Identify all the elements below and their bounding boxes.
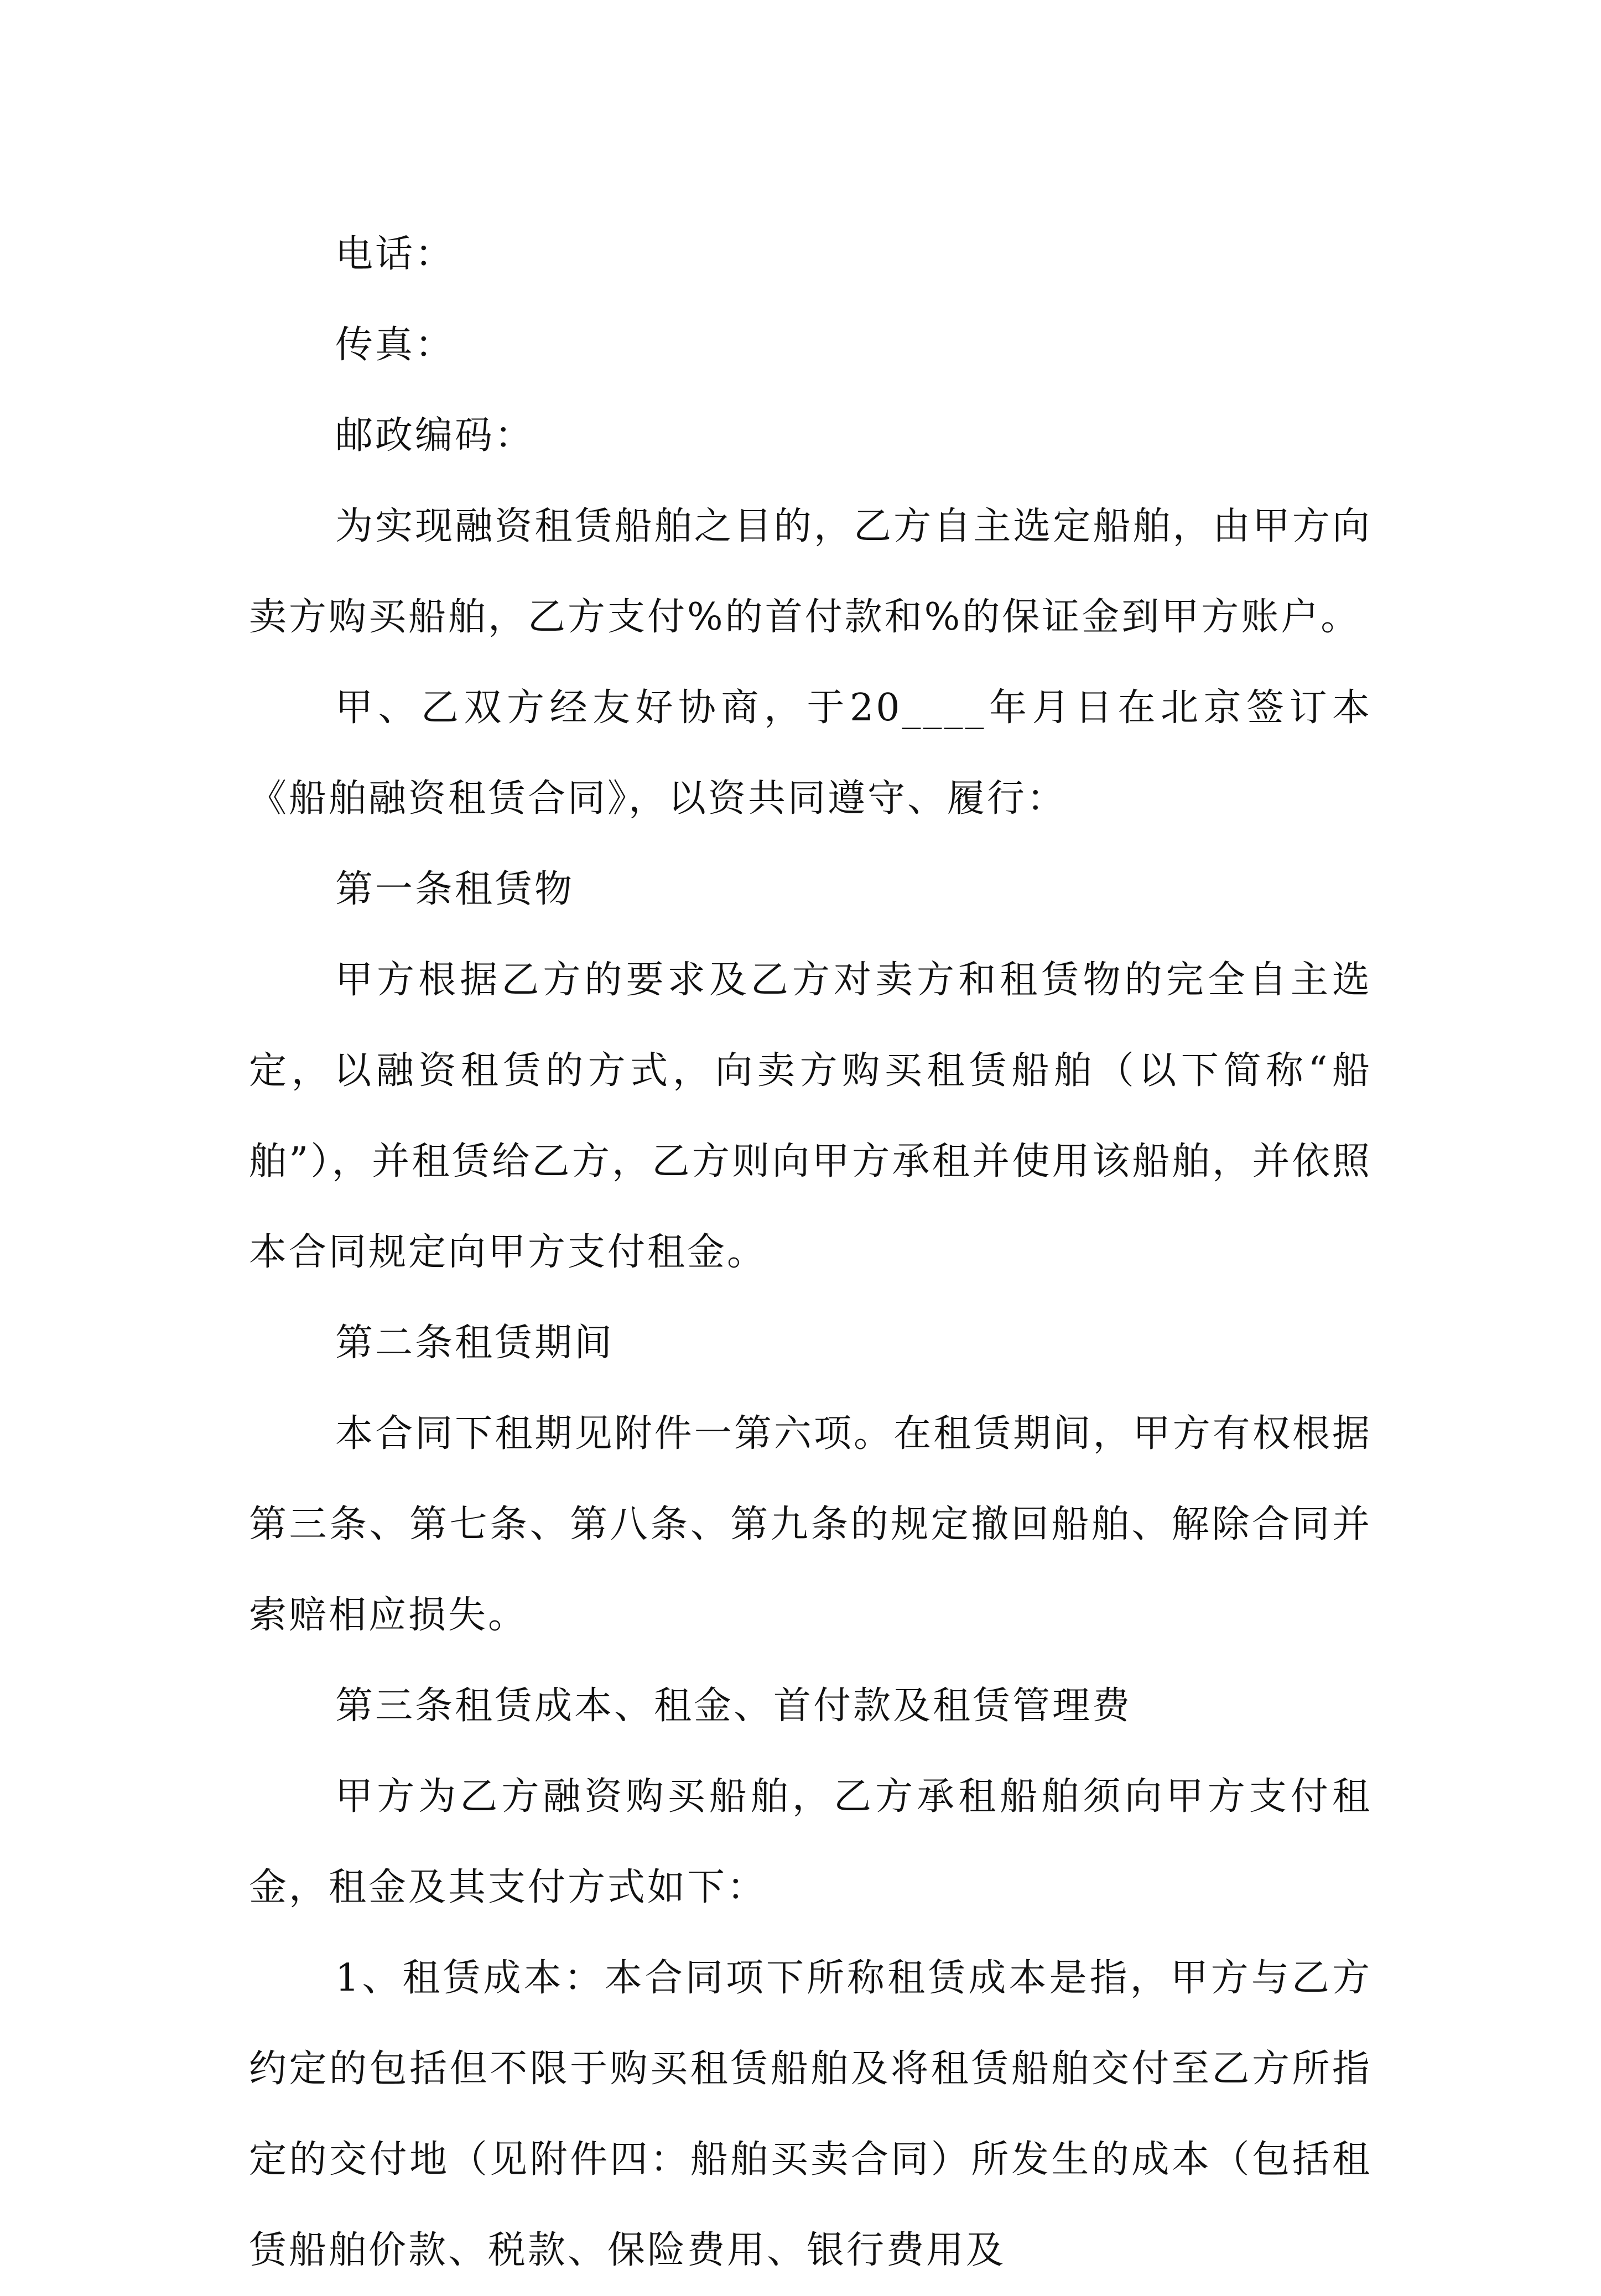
purpose-paragraph: 为实现融资租赁船舶之目的，乙方自主选定船舶，由甲方向卖方购买船舶，乙方支付%的首付款和%的保证金到甲方账户。 [249,505,1372,639]
phone-field: 电话： [335,232,455,276]
article-1-heading: 第一条租赁物 [335,868,575,911]
article-2-paragraph: 本合同下租期见附件一第六项。在租赁期间，甲方有权根据第三条、第七条、第八条、第九条的规定撤回船舶、解除合同并索赔相应损失。 [249,1412,1372,1637]
postal-code-field: 邮政编码： [335,414,535,458]
fax-field: 传真： [335,323,455,367]
agreement-paragraph: 甲、乙双方经友好协商，于20____年月日在北京签订本《船舶融资租赁合同》，以资共同遵守、履行： [249,686,1372,820]
lease-cost-paragraph: 1、租赁成本：本合同项下所称租赁成本是指，甲方与乙方约定的包括但不限于购买租赁船舶及将租赁船舶交付至乙方所指定的交付地（见附件四：船舶买卖合同）所发生的成本（包括租赁船舶价款、税款、保险费用、银行费用及 [249,1956,1372,2272]
article-3-intro-paragraph: 甲方为乙方融资购买船舶，乙方承租船舶须向甲方支付租金，租金及其支付方式如下： [249,1775,1372,1909]
article-1-paragraph: 甲方根据乙方的要求及乙方对卖方和租赁物的完全自主选定，以融资租赁的方式，向卖方购买租赁船舶（以下简称“船舶”），并租赁给乙方，乙方则向甲方承租并使用该船舶，并依照本合同规定向甲方支付租金。 [249,958,1372,1274]
article-3-heading: 第三条租赁成本、租金、首付款及租赁管理费 [335,1684,1132,1728]
article-2-heading: 第二条租赁期间 [335,1321,615,1365]
contract-body [249,209,1372,2296]
